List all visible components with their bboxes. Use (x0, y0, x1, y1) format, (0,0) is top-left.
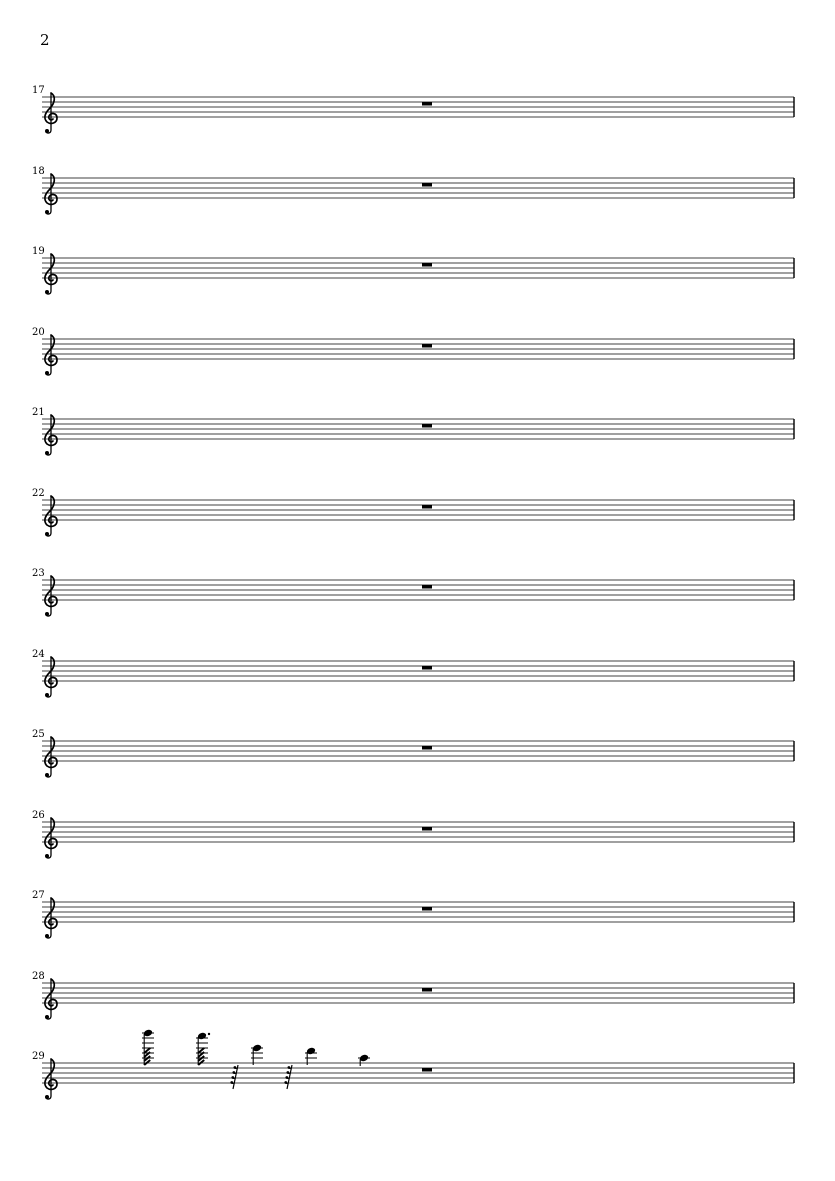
whole-rest-icon (422, 102, 432, 106)
measure-number: 23 (32, 567, 45, 579)
whole-rest-icon (422, 746, 432, 750)
staff-system (0, 440, 835, 520)
whole-rest-icon (422, 988, 432, 992)
measure-number: 21 (32, 406, 45, 418)
staff-system (0, 762, 835, 842)
whole-rest-icon (422, 505, 432, 509)
note (251, 1043, 263, 1064)
staff-system (0, 37, 835, 117)
measure-number: 26 (32, 809, 45, 821)
staff-system (0, 520, 835, 600)
whole-rest-icon (422, 827, 432, 831)
staff-system (0, 1003, 835, 1083)
augmentation-dot (208, 1032, 210, 1034)
staff-system (0, 923, 835, 1003)
staff-system (0, 279, 835, 359)
measure-number: 17 (32, 84, 45, 96)
note (196, 1031, 210, 1064)
staff-system (0, 681, 835, 761)
staff-system (0, 198, 835, 278)
page-number: 2 (40, 31, 50, 49)
staff-system (0, 842, 835, 922)
note (142, 1028, 154, 1064)
measure-number: 27 (32, 889, 45, 901)
measure-number: 19 (32, 245, 45, 257)
staff-system (0, 601, 835, 681)
sixty-fourth-rest-icon (284, 1065, 292, 1089)
whole-rest-icon (422, 585, 432, 589)
staff-system (0, 359, 835, 439)
measure-number: 24 (32, 648, 45, 660)
whole-rest-icon (422, 183, 432, 187)
measure-number: 25 (32, 728, 45, 740)
treble-clef-icon (45, 1059, 57, 1099)
whole-rest-icon (422, 1068, 432, 1072)
whole-rest-icon (422, 263, 432, 267)
whole-rest-icon (422, 344, 432, 348)
sixty-fourth-rest-icon (230, 1065, 238, 1089)
note (305, 1046, 317, 1064)
staff-system (0, 118, 835, 198)
measure-number: 22 (32, 487, 45, 499)
measure-number: 18 (32, 165, 45, 177)
whole-rest-icon (422, 424, 432, 428)
whole-rest-icon (422, 907, 432, 911)
measure-number: 29 (32, 1050, 45, 1062)
staff (0, 1003, 835, 1143)
measure-number: 20 (32, 326, 45, 338)
measure-number: 28 (32, 970, 45, 982)
whole-rest-icon (422, 666, 432, 670)
note (358, 1053, 370, 1065)
